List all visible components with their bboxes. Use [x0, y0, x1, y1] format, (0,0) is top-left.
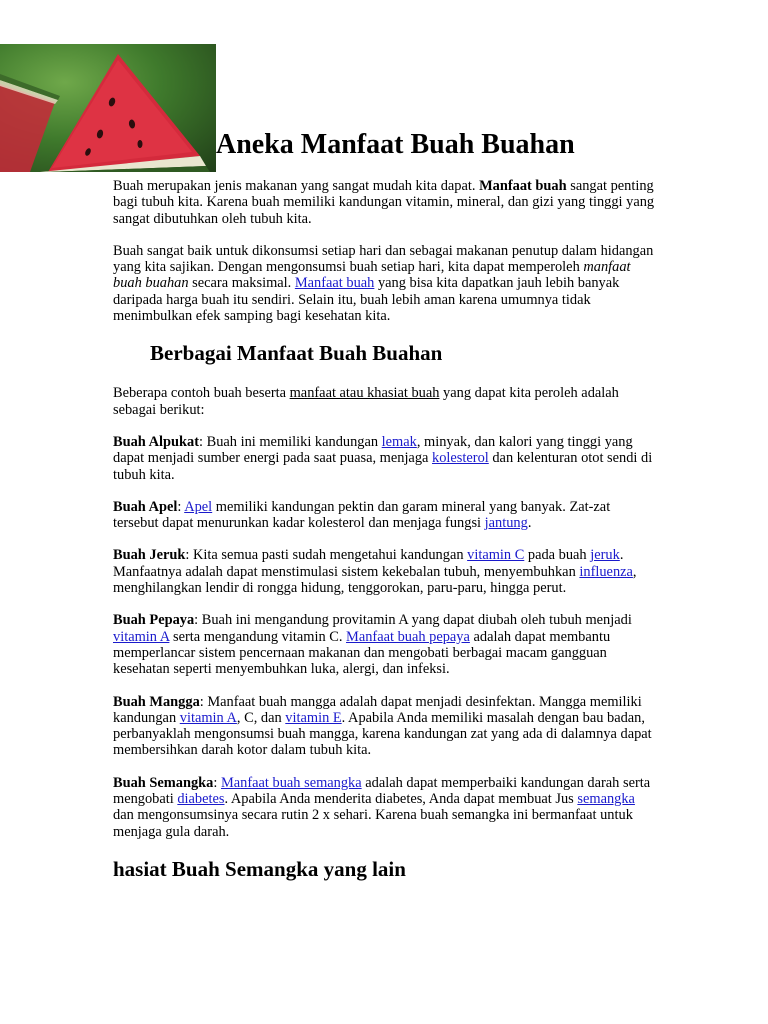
link-vitamin-a[interactable]: vitamin A [113, 628, 170, 645]
paragraph-alpukat: Buah Alpukat: Buah ini memiliki kandungan lemak, minyak, dan kalori yang tinggi yang dapat menjadi sumber energi pada saat puasa, menjaga kolesterol dan kelenturan otot sendi di tubuh kita. [113, 433, 653, 483]
link-diabetes[interactable]: diabetes [177, 791, 225, 808]
article-body [113, 178, 658, 882]
link-vitamin-c[interactable]: vitamin C [467, 547, 525, 564]
intro-paragraph-2: Buah sangat baik untuk dikonsumsi setiap hari dan sebagai makanan penutup dalam hidangan yang kita sajikan. Dengan mengonsumsi buah setiap hari, kita dapat memperoleh manfaat buah buahan secara maksimal. Manfaat buah yang bisa kita dapatkan jauh lebih banyak daripada harga buah itu sendiri. Selain itu, buah lebih aman karena umumnya tidak menimbulkan efek samping bagi kesehatan kita. [113, 242, 654, 325]
link-manfaat-buah-semangka[interactable]: Manfaat buah semangka [220, 774, 362, 791]
link-kolesterol[interactable]: kolesterol [432, 450, 489, 467]
label-buah-pepaya: Buah Pepaya [113, 612, 195, 629]
link-jantung[interactable]: jantung [484, 515, 528, 532]
label-buah-apel: Buah Apel [113, 498, 178, 515]
page-title: Aneka Manfaat Buah Buahan [216, 129, 575, 160]
section-lead-paragraph: Beberapa contoh buah beserta manfaat atau khasiat buah yang dapat kita peroleh adalah sebagai berikut: [113, 385, 619, 418]
paragraph-jeruk: Buah Jeruk: Kita semua pasti sudah mengetahui kandungan vitamin C pada buah jeruk. Manfaatnya adalah dapat menstimulasi sistem kekebalan tubuh, menyembuhkan influenza, menghilangkan lendir di rongga hidung, tenggorokan, paru-paru, hingga perut. [113, 547, 637, 597]
label-buah-semangka: Buah Semangka [113, 774, 214, 791]
section-heading-berbagai-manfaat: Berbagai Manfaat Buah Buahan [150, 341, 443, 366]
paragraph-mangga: Buah Mangga: Manfaat buah mangga adalah dapat menjadi desinfektan. Mangga memiliki kandungan vitamin A, C, dan vitamin E. Apabila Anda memiliki masalah dengan bau badan, perbanyaklah mengonsumsi buah mangga, karena kandungan zat yang ada di dalamnya dapat membersihkan darah kotor dalam tubuh kita. [113, 693, 652, 759]
intro-paragraph-1: Buah merupakan jenis makanan yang sangat mudah kita dapat. Manfaat buah sangat penting bagi tubuh kita. Karena buah memiliki kandungan vitamin, mineral, dan gizi yang tinggi yang sangat dibutuhkan oleh tubuh kita. [113, 178, 655, 227]
link-manfaat-buah-pepaya[interactable]: Manfaat buah pepaya [346, 628, 470, 645]
label-buah-jeruk: Buah Jeruk [113, 547, 186, 564]
label-buah-mangga: Buah Mangga [113, 693, 200, 710]
paragraph-pepaya: Buah Pepaya: Buah ini mengandung provitamin A yang dapat diubah oleh tubuh menjadi vitamin A serta mengandung vitamin C. Manfaat buah pepaya adalah dapat membantu memperlancar sistem pencernaan makanan dan mengobati berbagai macam gangguan kesehatan seperti menyembuhkan luka, alergi, dan infeksi. [113, 612, 632, 678]
label-buah-alpukat: Buah Alpukat [113, 433, 199, 450]
italic-manfaat-buah-buahan: manfaat buah buahan [113, 259, 631, 292]
link-lemak[interactable]: lemak [381, 433, 417, 450]
link-apel[interactable]: Apel [184, 498, 213, 515]
link-manfaat-buah[interactable]: Manfaat buah [294, 275, 375, 292]
link-manfaat-atau-khasiat-buah[interactable]: manfaat atau khasiat buah [289, 385, 440, 402]
watermelon-image [0, 44, 216, 172]
link-vitamin-e[interactable]: vitamin E [285, 709, 342, 726]
paragraph-semangka: Buah Semangka: Manfaat buah semangka adalah dapat memperbaiki kandungan darah serta mengobati diabetes. Apabila Anda menderita diabetes, Anda dapat membuat Jus semangka dan mengonsumsinya secara rutin 2 x sehari. Karena buah semangka ini bermanfaat untuk menjaga gula darah. [113, 774, 651, 840]
link-vitamin-a-mangga[interactable]: vitamin A [179, 709, 237, 726]
link-jeruk[interactable]: jeruk [590, 547, 620, 564]
bold-manfaat-buah: Manfaat buah [479, 178, 567, 194]
link-influenza[interactable]: influenza [579, 563, 633, 580]
watermelon-illustration [0, 44, 216, 172]
section-heading-khasiat-semangka: hasiat Buah Semangka yang lain [113, 856, 406, 881]
link-semangka[interactable]: semangka [577, 791, 635, 808]
paragraph-apel: Buah Apel: Apel memiliki kandungan pektin dan garam mineral yang banyak. Zat-zat tersebut dapat menurunkan kadar kolesterol dan menjaga fungsi jantung. [113, 498, 611, 532]
